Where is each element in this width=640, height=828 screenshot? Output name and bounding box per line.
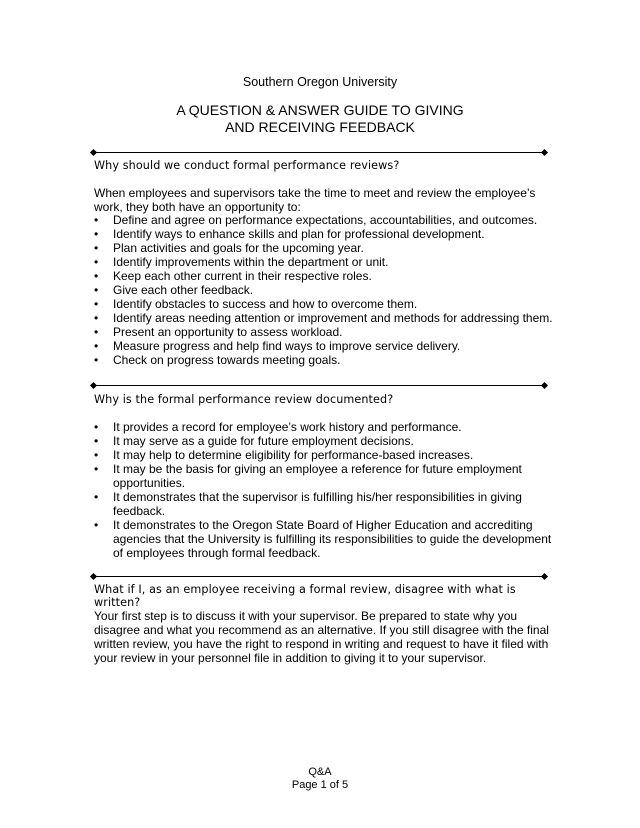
section-divider bbox=[94, 576, 544, 577]
title-line-2: AND RECEIVING FEEDBACK bbox=[225, 119, 415, 135]
page-footer bbox=[0, 766, 640, 792]
bullet-list bbox=[94, 420, 554, 560]
list-item: • It demonstrates to the Oregon State Board of Higher Education and accrediting agencies that the University is fulfilling its responsibilities to guide the development of employees through formal feedback. bbox=[94, 518, 554, 560]
list-item: • Check on progress towards meeting goals. bbox=[94, 353, 554, 367]
document-title bbox=[0, 102, 640, 136]
section-question: Why is the formal performance review documented? bbox=[94, 393, 394, 406]
section-question: Why should we conduct formal performance reviews? bbox=[94, 159, 400, 172]
section-answer: Your first step is to discuss it with your supervisor. Be prepared to state why you disagree and what you recommend as an alternative. If you still disagree with the final written review, you have the right to respond in writing and request to have it filed with your review in your personnel file in addition to giving it to your supervisor. bbox=[94, 609, 549, 665]
list-item: • It provides a record for employee’s work history and performance. bbox=[94, 420, 554, 434]
bullet-list bbox=[94, 213, 554, 367]
title-line-1: A QUESTION & ANSWER GUIDE TO GIVING bbox=[176, 102, 464, 118]
list-item: • Identify ways to enhance skills and plan for professional development. bbox=[94, 227, 554, 241]
list-item: • It may serve as a guide for future employment decisions. bbox=[94, 434, 554, 448]
list-item: • Give each other feedback. bbox=[94, 283, 554, 297]
list-item: • Plan activities and goals for the upcoming year. bbox=[94, 241, 554, 255]
section-divider bbox=[94, 385, 544, 386]
list-item: • It may be the basis for giving an employee a reference for future employment opportunities. bbox=[94, 462, 554, 490]
footer-label: Q&A bbox=[308, 766, 332, 778]
list-item: • Identify obstacles to success and how to overcome them. bbox=[94, 297, 554, 311]
list-item: • It may help to determine eligibility for performance-based increases. bbox=[94, 448, 554, 462]
section-question: What if I, as an employee receiving a formal review, disagree with what is written? bbox=[94, 583, 516, 609]
section-intro: When employees and supervisors take the time to meet and review the employee’s work, they both have an opportunity to: bbox=[94, 186, 536, 214]
list-item: • Define and agree on performance expectations, accountabilities, and outcomes. bbox=[94, 213, 554, 227]
list-item: • Identify areas needing attention or improvement and methods for addressing them. bbox=[94, 311, 554, 325]
list-item: • It demonstrates that the supervisor is fulfilling his/her responsibilities in giving feedback. bbox=[94, 490, 554, 518]
list-item: • Measure progress and help find ways to improve service delivery. bbox=[94, 339, 554, 353]
list-item: • Identify improvements within the department or unit. bbox=[94, 255, 554, 269]
section-divider bbox=[94, 152, 544, 153]
list-item: • Keep each other current in their respective roles. bbox=[94, 269, 554, 283]
list-item: • Present an opportunity to assess workload. bbox=[94, 325, 554, 339]
page-number: Page 1 of 5 bbox=[291, 779, 349, 791]
university-name: Southern Oregon University bbox=[242, 75, 398, 89]
